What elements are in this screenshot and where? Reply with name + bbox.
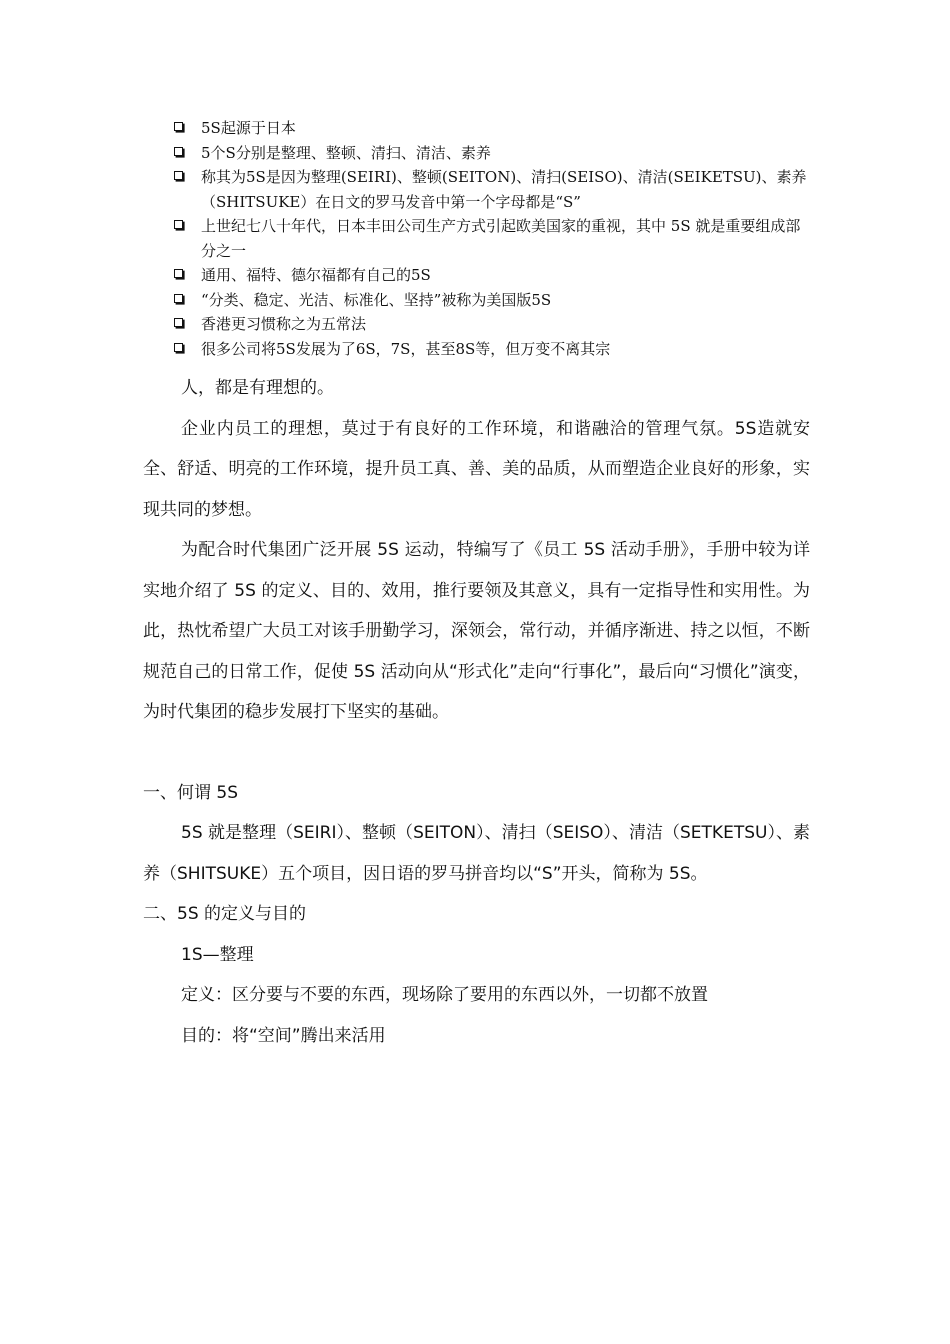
checkbox-bullet-icon xyxy=(174,147,183,156)
intro-paragraph-3: 为配合时代集团广泛开展 5S 运动，特编写了《员工 5S 活动手册》，手册中较为详实地介绍了 5S 的定义、目的、效用，推行要领及其意义，具有一定指导性和实用性。为此，热忱希望广大员工对该手册勤学习，深领会，常行动，并循序渐进、持之以恒，不断规范自己的日常工作，促使 5S 活动向从“形式化”走向“行事化”，最后向“习惯化”演变，为时代集团的稳步发展打下坚实的基础。 xyxy=(143,540,810,722)
list-item xyxy=(172,337,812,362)
list-item xyxy=(172,312,812,337)
section-heading-2: 二、5S 的定义与目的 xyxy=(143,904,307,924)
bullet-list xyxy=(172,116,812,361)
bullet-text: 通用、福特、德尔福都有自己的5S xyxy=(201,266,431,284)
checkbox-bullet-icon xyxy=(174,294,183,303)
list-item xyxy=(172,263,812,288)
sub-heading: 1S—整理 xyxy=(181,944,254,965)
list-item xyxy=(172,141,812,166)
definition-text: 定义：区分要与不要的东西，现场除了要用的东西以外，一切都不放置 xyxy=(181,985,708,1005)
section-heading-1: 一、何谓 5S xyxy=(143,782,239,803)
checkbox-bullet-icon xyxy=(174,318,183,327)
intro-paragraph-2: 企业内员工的理想，莫过于有良好的工作环境，和谐融洽的管理气氛。5S造就安全、舒适、明亮的工作环境，提升员工真、善、美的品质，从而塑造企业良好的形象，实现共同的梦想。 xyxy=(143,418,810,520)
checkbox-bullet-icon xyxy=(174,343,183,352)
list-item xyxy=(172,214,812,263)
checkbox-bullet-icon xyxy=(174,122,183,131)
bullet-text: 5S起源于日本 xyxy=(201,119,296,137)
bullet-text: 很多公司将5S发展为了6S，7S，甚至8S等，但万变不离其宗 xyxy=(201,339,611,358)
bullet-text: 上世纪七八十年代，日本丰田公司生产方式引起欧美国家的重视，其中 5S 就是重要组成部分之一 xyxy=(201,217,801,260)
bullet-text: 称其为5S是因为整理(SEIRI)、整顿(SEITON)、清扫(SEISO)、清洁(SEIKETSU)、素养（SHITSUKE）在日文的罗马发音中第一个字母都是“S” xyxy=(201,168,807,211)
list-item xyxy=(172,116,812,141)
checkbox-bullet-icon xyxy=(174,269,183,278)
checkbox-bullet-icon xyxy=(174,220,183,229)
body-text xyxy=(143,368,810,1056)
list-item xyxy=(172,165,812,214)
bullet-text: “分类、稳定、光洁、标准化、坚持”被称为美国版5S xyxy=(201,290,552,309)
intro-paragraph-1: 人，都是有理想的。 xyxy=(181,378,334,398)
checkbox-bullet-icon xyxy=(174,171,183,180)
spacer xyxy=(143,733,810,773)
bullet-text: 香港更习惯称之为五常法 xyxy=(201,315,367,333)
bullet-text: 5个S分别是整理、整顿、清扫、清洁、素养 xyxy=(201,143,491,162)
purpose-text: 目的：将“空间”腾出来活用 xyxy=(181,1025,386,1046)
section-1-paragraph: 5S 就是整理（SEIRI）、整顿（SEITON）、清扫（SEISO）、清洁（SETKETSU）、素养（SHITSUKE）五个项目，因日语的罗马拼音均以“S”开头，简称为 5S。 xyxy=(143,823,810,884)
list-item xyxy=(172,288,812,313)
